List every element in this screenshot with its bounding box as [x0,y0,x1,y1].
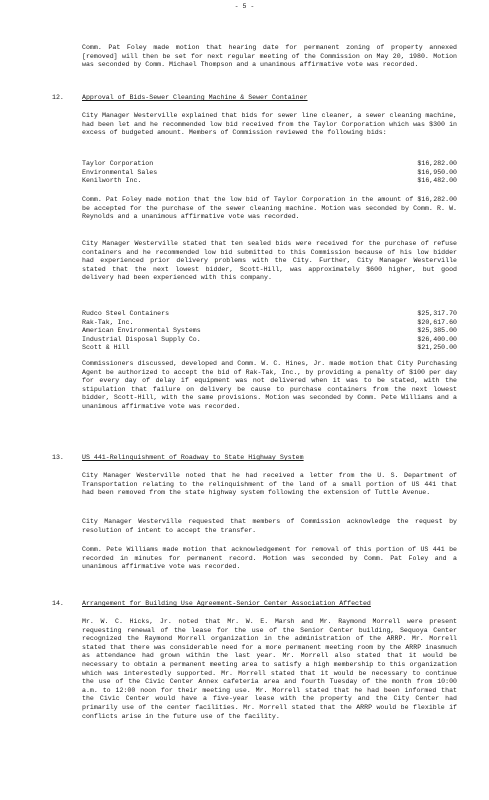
bid-amount: $20,617.60 [417,318,457,326]
item-paragraph: City Manager Westerville stated that ten sealed bids were received for the purchase of refuse containers and he recommended low bid submitted to this Commission because of his low bidder had experienced prior delivery problems with the City. Further, City Manager Westerville stated that the next lowest bidder, Scott-Hill, was approximately $600 higher, but good delivery had been experienced with this company. [82,240,457,282]
item-number: 14. [52,600,64,607]
item-paragraph: Comm. Pete Williams made motion that acknowledgement for removal of this portion of US 441 be recorded in minutes for permanent record. Motion was seconded by Comm. Pat Foley and a unanimous affirmative vote was recorded. [82,546,457,571]
bid-amount: $16,282.00 [417,160,457,167]
bidder-name: Environmental Sales [82,168,158,176]
item-paragraph: Comm. Pat Foley made motion that the low bid of Taylor Corporation in the amount of $16,282.00 be accepted for the purchase of the sewer cleaning machine. Motion was seconded by Comm. R. W. Reynolds and a unanimous affirmative vote was recorded. [82,196,457,221]
bidder-name: American Environmental Systems [82,327,201,335]
table-row [82,160,457,169]
item-number: 13. [52,454,64,461]
table-row [82,336,457,345]
bidder-name: Scott & Hill [82,344,130,352]
page-number: - 5 - [234,3,255,10]
bid-amount: $25,317.70 [417,310,457,317]
bid-amount: $26,400.00 [417,335,457,343]
bidder-name: Kenilworth Inc. [82,177,142,185]
item-paragraph: City Manager Westerville noted that he had received a letter from the U. S. Department of Transportation relating to the relinquishment of the land of a small portion of US 441 that had been removed from the state highway system following the extension of Tuttle Avenue. [82,472,457,497]
bid-amount: $16,950.00 [417,168,457,176]
item-paragraph: City Manager Westerville requested that members of Commission acknowledge the request by resolution of intent to accept the transfer. [82,518,457,534]
table-row [82,344,457,353]
bid-amount: $16,482.00 [417,177,457,185]
bid-table-refuse-containers [82,310,457,353]
item-paragraph: Mr. W. C. Hicks, Jr. noted that Mr. W. E. Marsh and Mr. Raymond Morrell were present requesting renewal of the lease for the use of the Senior Center building, Sequoya Center recognized the Raymond Morrell organization in the administration of the ARRP. Mr. Morrell stated that there was considerable need for a more permanent meeting room by the ARRP inasmuch as attendance had grown within the last year. Mr. Morrell also stated that it would be necessary to obtain a permanent meeting area to satisfy a high membership to this organization which was interestedly supported. Mr. Morrell stated that it would be necessary to continue the use of the Civic Center Annex cafeteria area and fourth Tuesday of the month from 10:00 a.m. to 12:00 noon for their meeting use. Mr. Morrell stated that he had been informed that the Civic Center would have a five-year lease with the property and the City Center had primarily use of the center facilities. Mr. Morrell stated that the ARRP would be flexible if conflicts arise in the future use of the facility. [82,618,457,720]
table-row [82,169,457,178]
item-heading: Approval of Bids-Sewer Cleaning Machine & Sewer Container [82,94,308,101]
bid-table-sewer-machine [82,160,457,186]
table-row [82,177,457,186]
bidder-name: Taylor Corporation [82,160,154,167]
table-row [82,310,457,319]
item-paragraph: Commissioners discussed, developed and Comm. W. C. Hines, Jr. made motion that City Purchasing Agent be authorized to accept the bid of Rak-Tak, Inc., by providing a penalty of $100 per day for every day of delay if equipment was not delivered when it was to be stated, with the stipulation that failure on delivery be cause to purchase containers from the next lowest bidder, Scott-Hill, with the same provisions. Motion was seconded by Comm. Pete Williams and a unanimous affirmative vote was recorded. [82,360,457,410]
bidder-name: Industrial Disposal Supply Co. [82,335,201,343]
bidder-name: Rudco Steel Containers [82,310,170,317]
table-row [82,319,457,328]
bidder-name: Rak-Tak, Inc. [82,318,134,326]
item-heading: Arrangement for Building Use Agreement-Senior Center Association Affected [82,600,371,607]
table-row [82,327,457,336]
item-heading: US 441-Relinquishment of Roadway to State Highway System [82,454,304,461]
item-paragraph: City Manager Westerville explained that bids for sewer line cleaner, a sewer cleaning machine, had been let and he recommended low bid received from the Taylor Corporation which was $300 in excess of budgeted amount. Members of Commission reviewed the following bids: [82,112,457,137]
bid-amount: $25,385.00 [417,327,457,335]
bid-amount: $21,250.00 [417,344,457,352]
item-number: 12. [52,94,64,101]
carryover-paragraph: Comm. Pat Foley made motion that hearing date for permanent zoning of property annexed [removed] will then be set for next regular meeting of the Commission on May 20, 1980. Motion was seconded by Comm. Michael Thompson and a unanimous affirmative vote was recorded. [82,44,457,69]
